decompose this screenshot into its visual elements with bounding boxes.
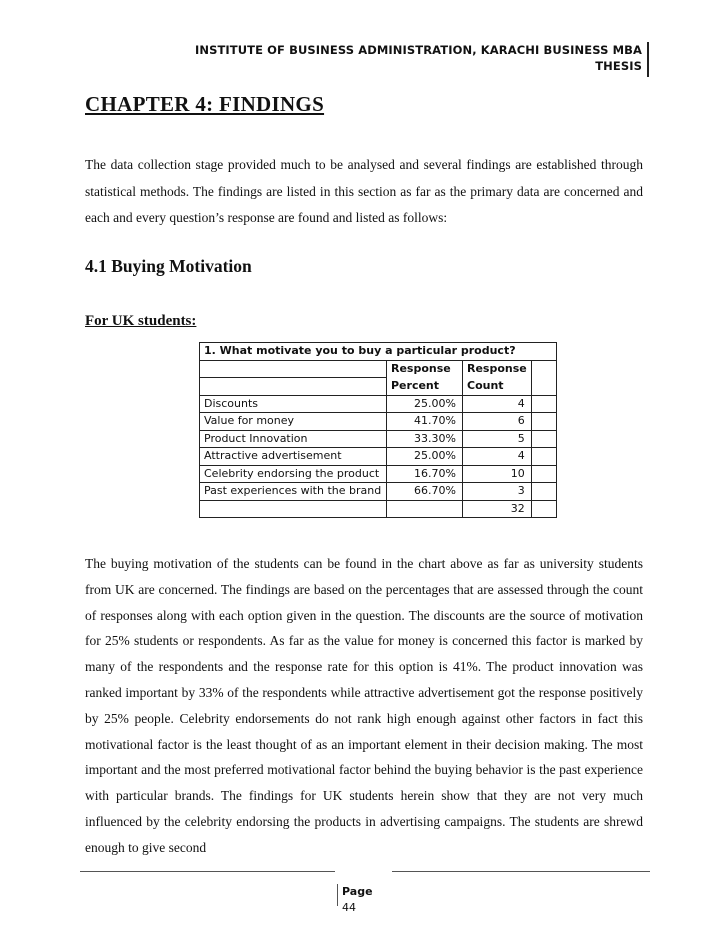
table-row [200, 448, 557, 466]
table-row [200, 465, 557, 483]
blank-cell [387, 500, 463, 518]
blank-cell [200, 500, 387, 518]
option-percent: 16.70% [387, 465, 463, 483]
blank-cell [531, 395, 556, 413]
subsection-title: For UK students: [85, 313, 197, 329]
option-percent: 25.00% [387, 448, 463, 466]
option-label: Celebrity endorsing the product [200, 465, 387, 483]
intro-paragraph: The data collection stage provided much to be analysed and several findings are established through statistical methods. The findings are listed in this section as far as the primary data are concerned and each and every question’s response are found and listed as follows: [85, 157, 643, 225]
option-percent: 25.00% [387, 395, 463, 413]
option-percent: 33.30% [387, 430, 463, 448]
option-percent: 66.70% [387, 483, 463, 501]
survey-table [199, 342, 557, 518]
table-row [200, 395, 557, 413]
blank-cell [531, 448, 556, 466]
table-row [200, 430, 557, 448]
running-header [150, 42, 642, 74]
table-row [200, 413, 557, 431]
page-label: Page [342, 885, 373, 898]
header-line-1: INSTITUTE OF BUSINESS ADMINISTRATION, KARACHI BUSINESS MBA [194, 43, 642, 57]
option-count: 4 [463, 448, 532, 466]
analysis-paragraph: The buying motivation of the students can be found in the chart above as far as university students from UK are concerned. The findings are based on the percentages that are assessed through the count of responses along with each option given in the question. The discounts are the source of motivation for 25% students or respondents. As far as the value for money is concerned this factor is marked by many of the respondents and the response rate for this option is 41%. The product innovation was ranked important by 33% of the respondents while attractive advertisement got the response positively by 25% people. Celebrity endorsements do not rank high enough against other factors in fact this motivational factor is the least thought of as an important element in their decision making. The most important and the most preferred motivational factor behind the buying behavior is the past experience with particular brands. The findings for UK students herein show that they are not very much influenced by the celebrity endorsing the products in advertising campaigns. The students are shrewd enough to give second [85, 556, 643, 855]
header-vertical-rule [647, 42, 649, 77]
option-count: 5 [463, 430, 532, 448]
option-count: 4 [463, 395, 532, 413]
blank-cell [531, 500, 556, 518]
option-count: 10 [463, 465, 532, 483]
header-line-2: THESIS [595, 59, 642, 73]
question-row [200, 343, 557, 361]
page-number: 44 [342, 901, 356, 914]
footer-rule-left [80, 871, 335, 872]
section-title: 4.1 Buying Motivation [85, 256, 252, 276]
blank-cell [200, 360, 387, 378]
option-count: 6 [463, 413, 532, 431]
option-label: Product Innovation [200, 430, 387, 448]
header-count-bottom: Count [463, 378, 532, 396]
blank-cell [200, 378, 387, 396]
total-count: 32 [463, 500, 532, 518]
blank-cell [531, 360, 556, 395]
header-percent-top: Response [387, 360, 463, 378]
total-row [200, 500, 557, 518]
option-percent: 41.70% [387, 413, 463, 431]
blank-cell [531, 413, 556, 431]
option-count: 3 [463, 483, 532, 501]
option-label: Discounts [200, 395, 387, 413]
header-percent-bottom: Percent [387, 378, 463, 396]
chapter-title: CHAPTER 4: FINDINGS [85, 92, 325, 116]
option-label: Value for money [200, 413, 387, 431]
footer-rule-right [392, 871, 650, 872]
option-label: Past experiences with the brand [200, 483, 387, 501]
option-label: Attractive advertisement [200, 448, 387, 466]
blank-cell [531, 430, 556, 448]
blank-cell [531, 483, 556, 501]
footer-vertical-rule [337, 884, 338, 906]
header-row-2 [200, 378, 557, 396]
header-count-top: Response [463, 360, 532, 378]
question-cell: 1. What motivate you to buy a particular product? [200, 343, 557, 361]
header-row-1 [200, 360, 557, 378]
blank-cell [531, 465, 556, 483]
table-row [200, 483, 557, 501]
